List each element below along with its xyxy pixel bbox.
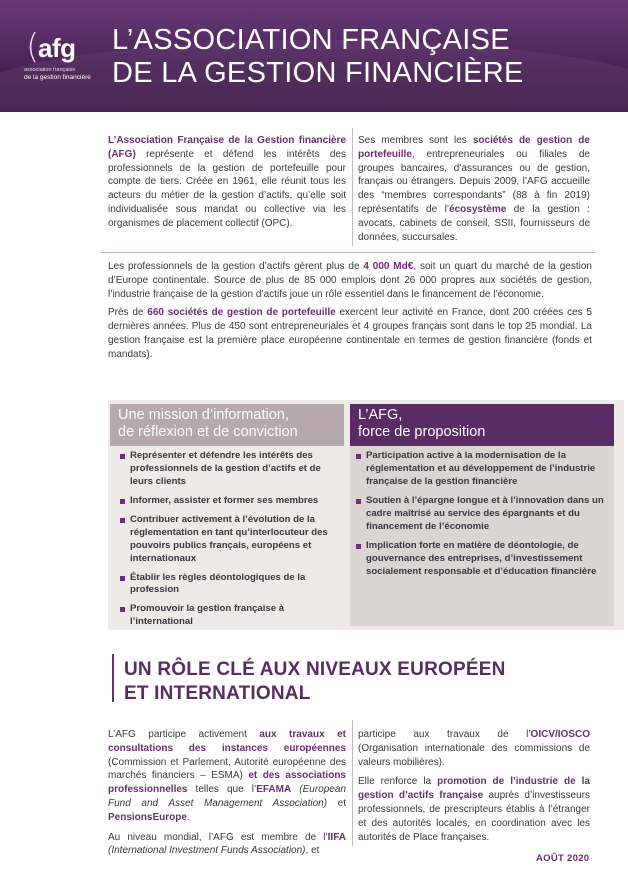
stats-paragraph-1	[108, 260, 592, 301]
highlight: promotion de l’industrie de la gestion d’actifs française	[358, 776, 590, 802]
text: L’AFG participe activement	[108, 729, 260, 740]
intro-left-column	[108, 134, 346, 231]
title-line-1: L’ASSOCIATION FRANÇAISE	[112, 24, 510, 56]
list-item: Contribuer activement à l’évolution de la réglementation en tant qu’interlocuteur des pouvoirs publics français, européens et internationaux	[120, 514, 342, 566]
text: participe aux travaux de l’	[358, 729, 531, 740]
list-item: Participation active à la modernisation de la réglementation et au développement de l’industrie française de la gestion financière	[356, 450, 608, 489]
list-item: Représenter et défendre les intérêts des professionnels de la gestion d’actifs et de leurs clients	[120, 450, 342, 489]
intro-right-paragraph	[358, 134, 590, 244]
mission-heading-line-2: de réflexion et de conviction	[118, 424, 298, 440]
stats-paragraph-2	[108, 306, 592, 361]
mission-list	[120, 450, 342, 635]
force-heading-line-2: force de proposition	[358, 424, 486, 440]
text: , soit un quart du marché de la gestion d’Europe continentale. Source de plus de 85 000 emplois dont 26 000 propres aux sociétés de gestion, l’industrie française de la gestion d’actifs joue un rôle essentiel dans le financement de l’économie.	[108, 261, 592, 300]
text: .	[186, 811, 190, 823]
text: de la gestion : avocats, cabinets de conseil, SSII, fournisseurs de données, succursales.	[358, 203, 591, 243]
list-item: Établir les règles déontologiques de la profession	[120, 572, 342, 598]
mission-heading	[110, 404, 344, 446]
intro-right-column	[358, 134, 590, 244]
logo-paren-icon: (	[26, 27, 40, 67]
highlight: écosystème	[449, 203, 507, 215]
role-left-paragraph-2	[108, 831, 346, 859]
intro-left-text: représente et défend les intérêts des professionnels de la gestion de portefeuille pour compte de tiers. Créée en 1961, elle réunit tous les acteurs du métier de la gestion d’actifs, qu’elle soit individualisée sous mandat ou collective via les organismes de placement collectif (OPC).	[108, 148, 346, 229]
column-divider	[352, 720, 353, 846]
text: et	[327, 797, 346, 809]
role-title-line-1: UN RÔLE CLÉ AUX NIVEAUX EUROPÉEN	[124, 659, 506, 680]
list-item: Informer, assister et former ses membres	[120, 495, 342, 508]
text: (Commission et Parlement, Autorité européenne des marchés financiers – ESMA)	[108, 756, 346, 782]
highlight: 4 000 Md€	[363, 261, 414, 272]
text: Ses membres sont les	[358, 135, 473, 146]
italic-text: (European Fund and Asset Management Association)	[108, 784, 346, 809]
text: Elle renforce la	[358, 776, 438, 788]
text: , entrepreneuriales ou filiales de groupes bancaires, d’assurances ou de gestion, français ou étrangers. Depuis 2009, l’AFG accueille des “membres correspondants” (88 à fin 2019) représentatifs de l’	[358, 148, 590, 215]
text: exercent leur activité en France, dont 200 créées ces 5 dernières années. Plus de 450 sont entrepreneuriales et 4 groupes français sont dans le top 25 mondial. La gestion française est la première place européenne continentale en termes de gestion financière (fonds et mandats).	[108, 307, 592, 360]
text: Les professionnels de la gestion d’actifs gèrent plus de	[108, 261, 364, 272]
section-divider	[100, 252, 596, 253]
title-line-2: DE LA GESTION FINANCIÈRE	[112, 57, 524, 89]
italic-text: (International Investment Funds Association)	[108, 845, 306, 857]
role-title-accent-bar	[112, 654, 114, 702]
afg-name-highlight: L’Association Française de la Gestion financière (AFG)	[108, 135, 346, 160]
text: auprès d’investisseurs professionnels, de prescripteurs établis à l’étranger et des autorités locales, en coordination avec les autorités de Place françaises.	[358, 790, 590, 843]
role-left-paragraph-1	[108, 728, 346, 825]
highlight: 660 sociétés de gestion de portefeuille	[147, 307, 336, 319]
mission-heading-line-1: Une mission d’information,	[118, 407, 289, 423]
highlight: EFAMA	[256, 784, 292, 796]
highlight: aux travaux et consultations des instances européennes	[108, 729, 346, 754]
role-right-column	[358, 728, 590, 844]
logo-subtitle-1: association française	[24, 67, 76, 73]
highlight: IIFA	[327, 831, 346, 843]
logo-subtitle-2: de la gestion financière	[24, 74, 91, 81]
force-list	[356, 450, 608, 584]
logo-word: afg	[38, 33, 76, 63]
header-banner	[0, 0, 628, 112]
publication-date: AOÛT 2020	[536, 853, 590, 864]
highlight: sociétés de gestion de portefeuille	[358, 135, 590, 160]
page-title	[112, 24, 524, 90]
list-item: Implication forte en matière de déontologie, de gouvernance des entreprises, d’investissement socialement responsable et d’éducation financière	[356, 540, 608, 579]
highlight: OICV/IOSCO	[530, 729, 590, 740]
text: , et	[305, 845, 320, 857]
force-heading	[350, 404, 614, 446]
afg-logo	[24, 26, 104, 86]
text: (Organisation internationale des commissions de valeurs mobilières).	[358, 742, 590, 768]
highlight: PensionsEurope	[108, 811, 187, 823]
list-item: Promouvoir la gestion française à l’international	[120, 603, 342, 629]
list-item: Soutien à l’épargne longue et à l’innovation dans un cadre maîtrisé au service des épargnants et du financement de l’économie	[356, 495, 608, 534]
intro-left-paragraph	[108, 134, 346, 231]
force-heading-line-1: L’AFG,	[358, 407, 403, 423]
text: telles que l’	[187, 784, 257, 796]
role-left-column	[108, 728, 346, 858]
text: Au niveau mondial, l’AFG est membre de l’	[108, 831, 328, 843]
role-title-line-2: ET INTERNATIONAL	[124, 683, 311, 704]
highlight: et des associations professionnelles	[108, 770, 346, 796]
text: Près de	[108, 307, 148, 319]
column-divider	[352, 128, 353, 246]
role-right-paragraph-1	[358, 728, 590, 769]
stats-section	[108, 260, 592, 362]
role-right-paragraph-2	[358, 775, 590, 844]
role-section-title	[124, 658, 506, 706]
